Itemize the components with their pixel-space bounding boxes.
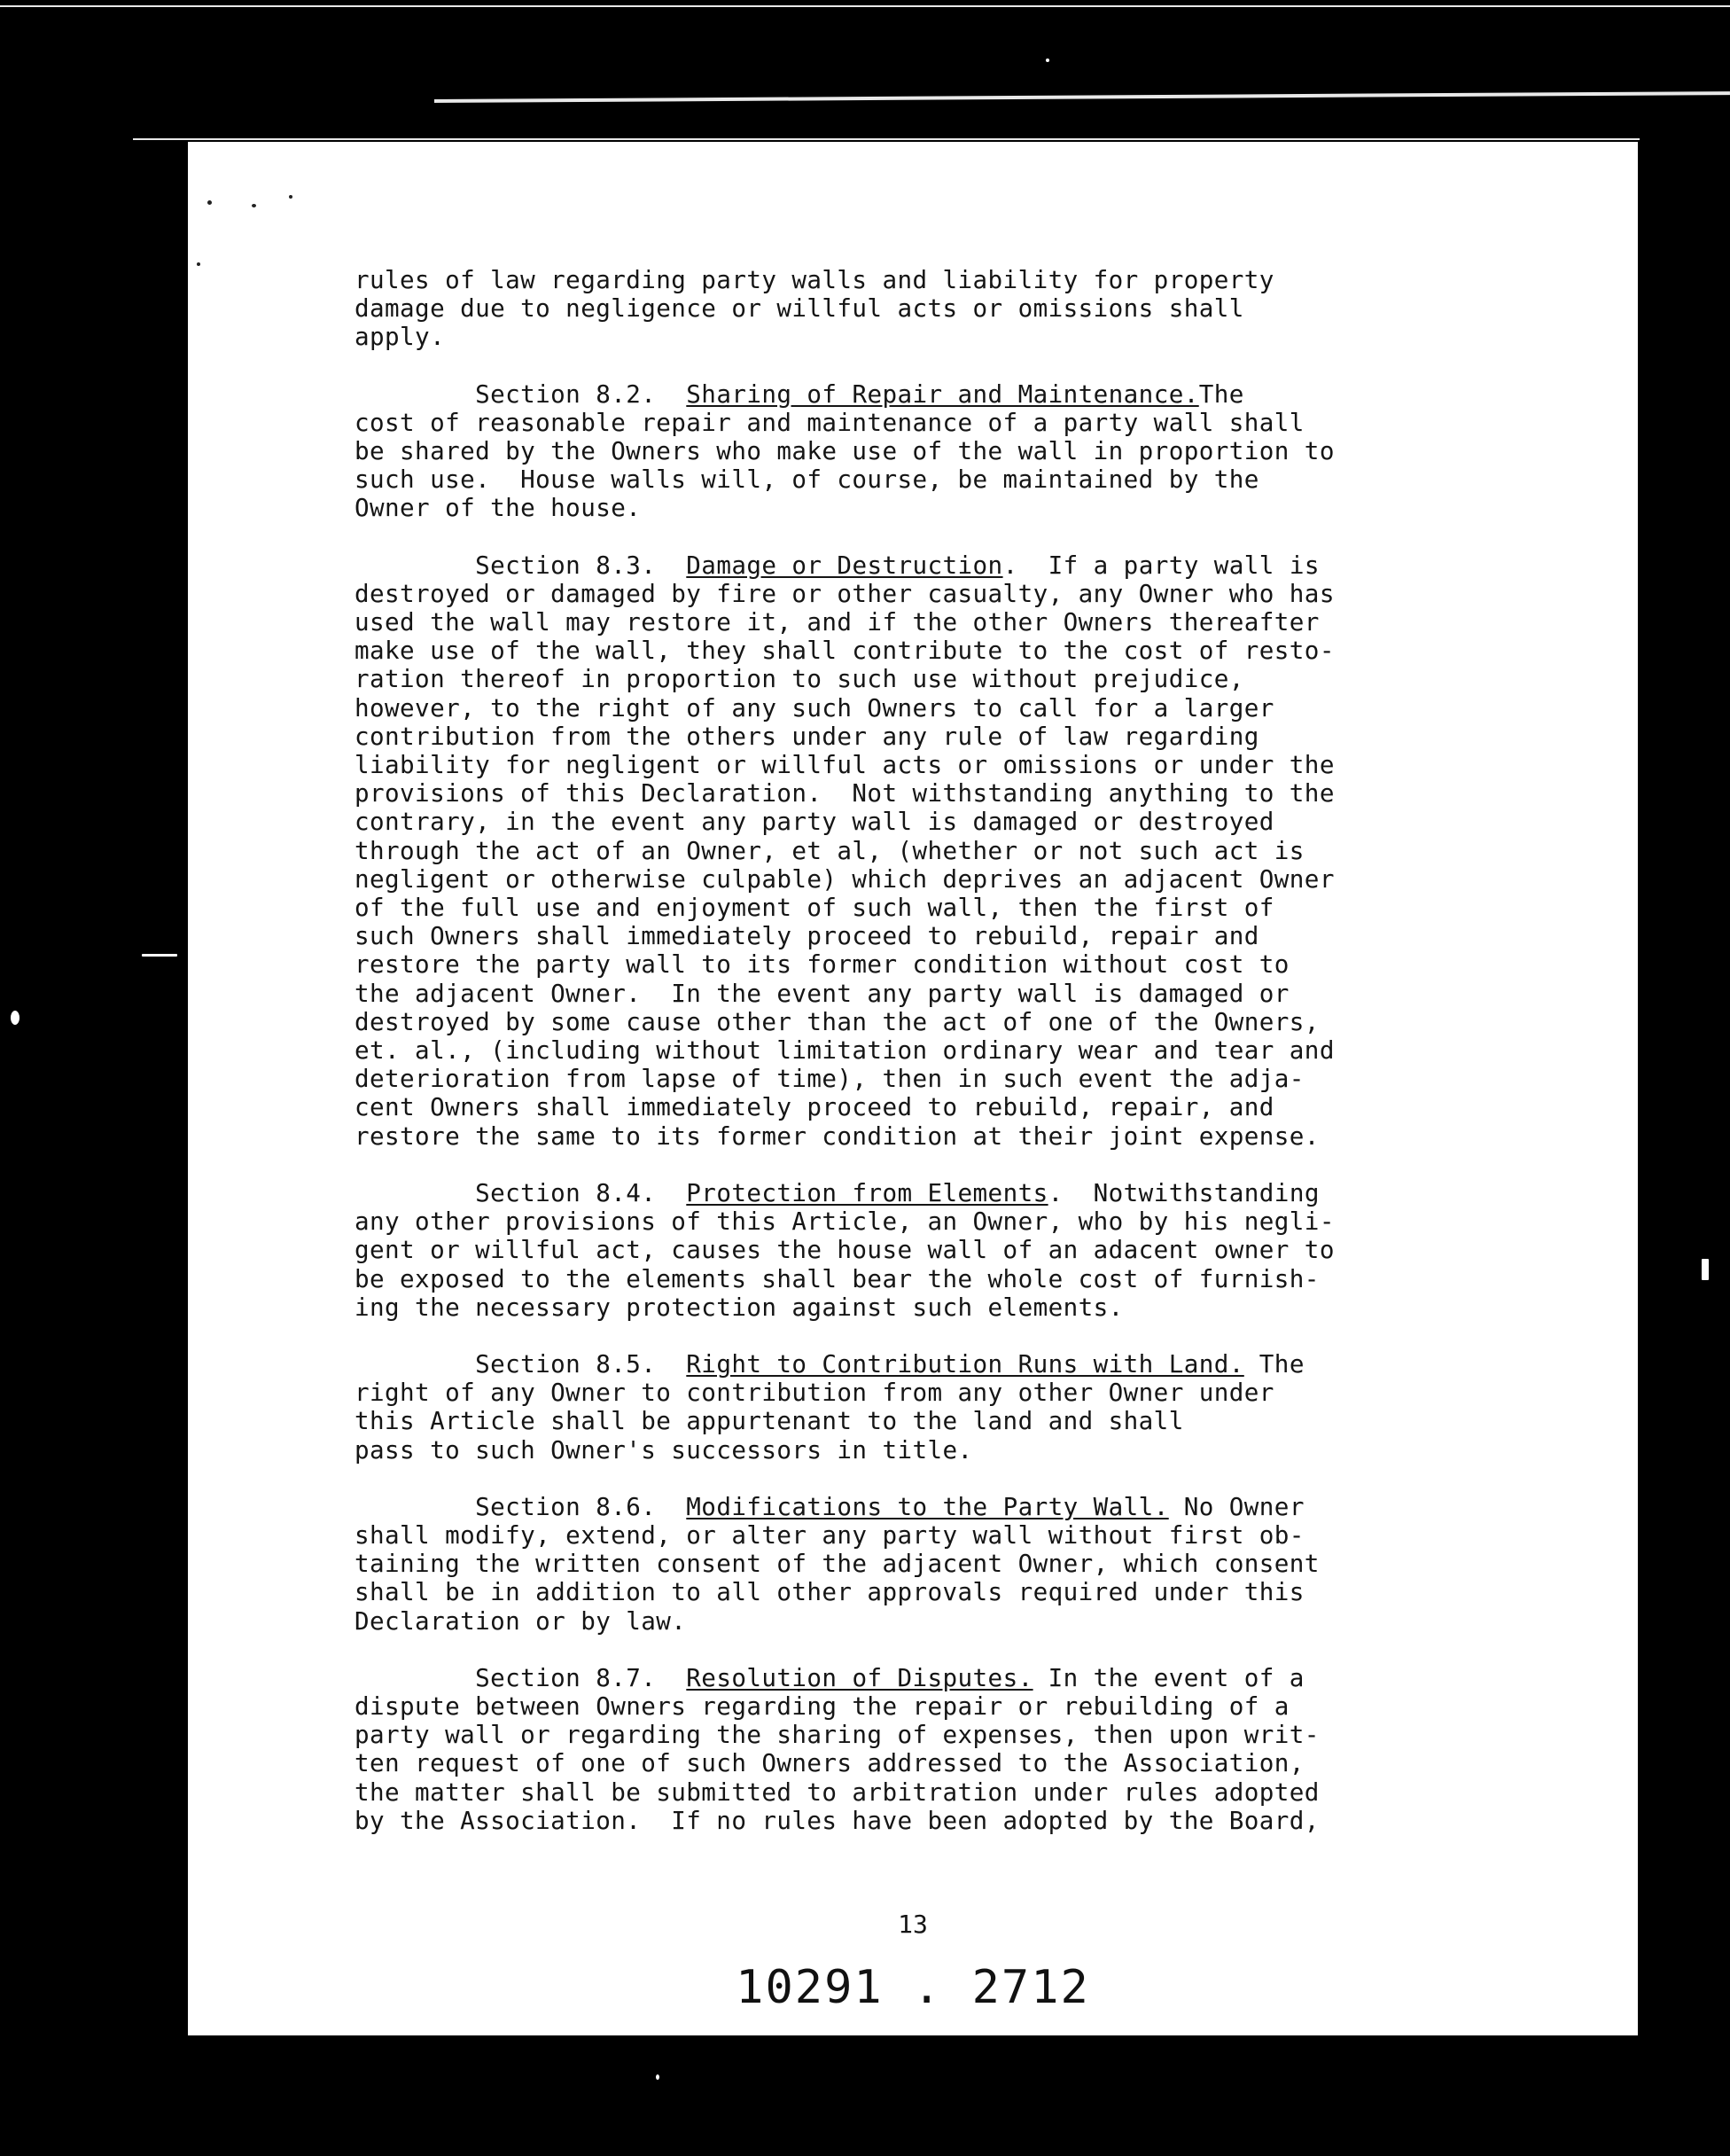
- section-number: Section 8.5.: [475, 1348, 657, 1379]
- text-line: such Owners shall immediately proceed to rebuild, repair and: [355, 921, 1259, 951]
- text-line: party wall or regarding the sharing of expenses, then upon writ-: [355, 1720, 1320, 1750]
- text-line: Owner of the house.: [355, 493, 642, 523]
- scan-edge-line-top: [0, 5, 1730, 7]
- scan-edge-line-lower: [133, 138, 1640, 140]
- text-line: the adjacent Owner. In the event any party wall is damaged or: [355, 978, 1290, 1008]
- text-line: restore the party wall to its former condition without cost to: [355, 949, 1290, 980]
- text-line: negligent or otherwise culpable) which deprives an adjacent Owner: [355, 863, 1335, 894]
- text-line: gent or willful act, causes the house wall of an adacent owner to: [355, 1235, 1335, 1265]
- page-speck: [289, 195, 292, 199]
- scan-speck: [11, 1011, 19, 1025]
- section-number: Section 8.3.: [475, 550, 657, 580]
- section-heading-line: [355, 1664, 1507, 1692]
- section-heading: Sharing of Repair and Maintenance.: [686, 379, 1199, 409]
- text-line: contrary, in the event any party wall is damaged or destroyed: [355, 807, 1274, 837]
- text-line: damage due to negligence or willful acts or omissions shall: [355, 293, 1244, 324]
- section-lead-text: . Notwithstanding: [1048, 1177, 1320, 1207]
- section-8-2: [355, 380, 1507, 523]
- text-line: this Article shall be appurtenant to the land and shall: [355, 1406, 1184, 1436]
- section-heading: Resolution of Disputes.: [686, 1662, 1033, 1692]
- section-number: Section 8.6.: [475, 1491, 657, 1521]
- section-heading-line: [355, 1179, 1507, 1207]
- scan-speck: [1702, 1259, 1709, 1280]
- text-line: right of any Owner to contribution from any other Owner under: [355, 1378, 1274, 1408]
- text-line: through the act of an Owner, et al, (whether or not such act is: [355, 835, 1305, 865]
- text-line: be exposed to the elements shall bear the whole cost of furnish-: [355, 1263, 1320, 1293]
- text-line: cent Owners shall immediately proceed to rebuild, repair, and: [355, 1092, 1274, 1122]
- text-line: be shared by the Owners who make use of the wall in proportion to: [355, 436, 1335, 466]
- section-lead-text: The: [1198, 379, 1244, 409]
- section-8-5: [355, 1350, 1507, 1465]
- section-heading: Protection from Elements: [686, 1177, 1048, 1207]
- section-8-6: [355, 1493, 1507, 1636]
- section-8-7: [355, 1664, 1507, 1835]
- scan-speck: [142, 954, 177, 957]
- text-line: pass to such Owner's successors in title.: [355, 1434, 973, 1465]
- scan-speck: [656, 2074, 659, 2080]
- text-line: any other provisions of this Article, an Owner, who by his negli-: [355, 1207, 1335, 1237]
- page-speck: [252, 204, 256, 207]
- text-line: shall be in addition to all other approvals required under this: [355, 1577, 1305, 1607]
- section-heading: Right to Contribution Runs with Land.: [686, 1348, 1244, 1379]
- text-line: cost of reasonable repair and maintenance of a party wall shall: [355, 407, 1305, 437]
- text-line: et. al., (including without limitation ordinary wear and tear and: [355, 1035, 1335, 1066]
- text-line: ing the necessary protection against such elements.: [355, 1292, 1124, 1322]
- section-number: Section 8.2.: [475, 379, 657, 409]
- text-line: ration thereof in proportion to such use without prejudice,: [355, 664, 1244, 694]
- text-line: provisions of this Declaration. Not withstanding anything to the: [355, 778, 1335, 808]
- text-line: taining the written consent of the adjacent Owner, which consent: [355, 1549, 1320, 1579]
- text-line: apply.: [355, 322, 446, 352]
- paragraph: [355, 266, 1507, 352]
- text-line: restore the same to its former condition at their joint expense.: [355, 1121, 1320, 1151]
- section-lead-text: In the event of a: [1033, 1662, 1305, 1692]
- document-id-stamp: 10291 . 2712: [736, 1961, 1090, 2014]
- section-lead-text: . If a party wall is: [1002, 550, 1320, 580]
- section-lead-text: The: [1243, 1348, 1305, 1379]
- section-number: Section 8.4.: [475, 1177, 657, 1207]
- document-body: [355, 266, 1507, 1863]
- page-number: 13: [898, 1910, 928, 1939]
- text-line: shall modify, extend, or alter any party wall without first ob-: [355, 1519, 1305, 1550]
- text-line: deterioration from lapse of time), then in such event the adja-: [355, 1064, 1305, 1094]
- text-line: Declaration or by law.: [355, 1605, 687, 1636]
- section-heading-line: [355, 1350, 1507, 1379]
- section-8-3: [355, 551, 1507, 1151]
- section-heading: Damage or Destruction: [686, 550, 1003, 580]
- section-8-4: [355, 1179, 1507, 1322]
- text-line: ten request of one of such Owners addressed to the Association,: [355, 1748, 1305, 1778]
- text-line: liability for negligent or willful acts or omissions or under the: [355, 750, 1335, 780]
- text-line: of the full use and enjoyment of such wall, then the first of: [355, 893, 1274, 923]
- text-line: contribution from the others under any rule of law regarding: [355, 721, 1259, 751]
- text-line: by the Association. If no rules have been adopted by the Board,: [355, 1805, 1320, 1835]
- text-line: however, to the right of any such Owners to call for a larger: [355, 692, 1274, 723]
- text-line: destroyed or damaged by fire or other casualty, any Owner who has: [355, 578, 1335, 608]
- text-line: make use of the wall, they shall contribute to the cost of resto-: [355, 636, 1335, 666]
- text-line: such use. House walls will, of course, be maintained by the: [355, 465, 1259, 495]
- text-line: the matter shall be submitted to arbitration under rules adopted: [355, 1777, 1320, 1807]
- page-speck: [197, 262, 200, 266]
- text-line: used the wall may restore it, and if the other Owners thereafter: [355, 607, 1320, 637]
- scan-speck: [1046, 59, 1049, 62]
- text-line: destroyed by some cause other than the act of one of the Owners,: [355, 1006, 1320, 1036]
- text-line: dispute between Owners regarding the repair or rebuilding of a: [355, 1691, 1290, 1721]
- section-lead-text: No Owner: [1168, 1491, 1305, 1521]
- section-heading: Modifications to the Party Wall.: [686, 1491, 1169, 1521]
- page-speck: [207, 200, 212, 205]
- section-number: Section 8.7.: [475, 1662, 657, 1692]
- scan-edge-line-upper: [434, 91, 1730, 103]
- section-heading-line: [355, 380, 1507, 409]
- section-heading-line: [355, 551, 1507, 580]
- text-line: rules of law regarding party walls and liability for property: [355, 265, 1274, 294]
- section-heading-line: [355, 1493, 1507, 1521]
- document-page: [188, 142, 1638, 2035]
